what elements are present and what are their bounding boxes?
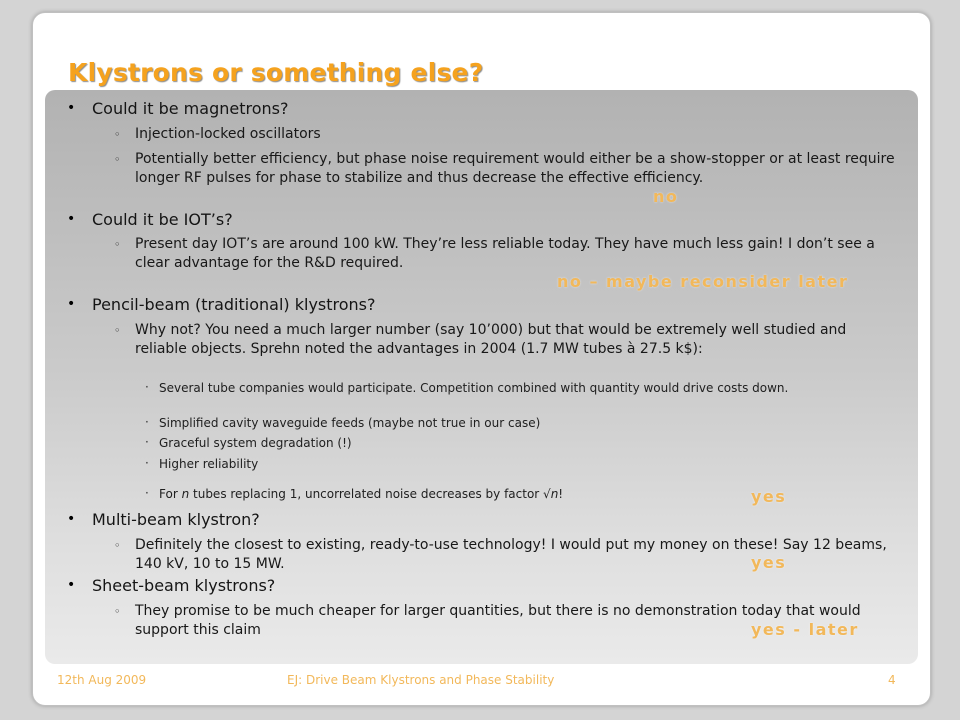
sub-sub-bullet <box>145 415 899 431</box>
slide <box>32 12 931 706</box>
sub-bullet <box>114 150 895 188</box>
sub-bullet-marker: ◦ <box>114 128 121 141</box>
sub-bullet-text: Why not? You need a much larger number (say 10’000) but that would be extremely well studied and reliable objects. Sprehn noted the advantages in 2004 (1.7 MW tubes à 27.5 k$): <box>135 322 847 357</box>
bullet-pencil-beam <box>67 295 376 315</box>
answer-label: no <box>653 187 679 206</box>
sub-sub-bullet-marker: · <box>145 380 149 394</box>
sub-sub-bullet-marker: · <box>145 435 149 449</box>
bullet-iots <box>67 210 233 230</box>
bullet-text: Sheet-beam klystrons? <box>92 576 276 595</box>
bullet-text: Could it be IOT’s? <box>92 210 233 229</box>
slide-title: Klystrons or something else? <box>68 58 484 87</box>
sub-sub-bullet-marker: · <box>145 456 149 470</box>
footer-date: 12th Aug 2009 <box>57 673 147 687</box>
answer-label: yes - later <box>751 620 859 639</box>
bullet-text: Could it be magnetrons? <box>92 99 289 118</box>
answer-label: yes <box>751 553 787 572</box>
sub-bullet-text: Definitely the closest to existing, ready-to-use technology! I would put my money on these! Say 12 beams, 140 kV, 10 to 15 MW. <box>135 537 887 572</box>
sub-sub-bullet-text: Several tube companies would participate. Competition combined with quantity would drive costs down. <box>159 381 789 395</box>
sub-bullet-text: Potentially better efficiency, but phase noise requirement would either be a show-stopper or at least require longer RF pulses for phase to stabilize and thus decrease the effective efficiency. <box>135 151 895 186</box>
sub-sub-bullet-text: For n tubes replacing 1, uncorrelated noise decreases by factor √n! <box>159 487 564 501</box>
answer-label: no – maybe reconsider later <box>557 272 849 291</box>
footer-title: EJ: Drive Beam Klystrons and Phase Stability <box>287 673 555 687</box>
sub-sub-bullet-marker: · <box>145 415 149 429</box>
bullet-marker: • <box>67 577 76 593</box>
sub-sub-bullet-text: Graceful system degradation (!) <box>159 436 352 450</box>
sub-bullet-marker: ◦ <box>114 324 121 337</box>
bullet-marker: • <box>67 511 76 527</box>
sub-sub-bullet <box>145 380 899 396</box>
sub-sub-bullet-text: Higher reliability <box>159 457 259 471</box>
answer-label: yes <box>751 487 787 506</box>
bullet-sheet-beam <box>67 576 276 596</box>
bullet-marker: • <box>67 100 76 116</box>
sub-sub-bullet-text: Simplified cavity waveguide feeds (maybe not true in our case) <box>159 416 541 430</box>
sub-sub-bullet-marker: · <box>145 486 149 500</box>
page-number: 4 <box>888 673 896 687</box>
sub-bullet-marker: ◦ <box>114 238 121 251</box>
sub-sub-bullet <box>145 435 899 451</box>
bullet-text: Pencil-beam (traditional) klystrons? <box>92 295 376 314</box>
sub-bullet-text: Present day IOT’s are around 100 kW. They’re less reliable today. They have much less gain! I don’t see a clear advantage for the R&D required. <box>135 236 875 271</box>
bullet-text: Multi-beam klystron? <box>92 510 260 529</box>
sub-bullet <box>114 321 895 359</box>
slide-footer <box>33 673 930 693</box>
bullet-marker: • <box>67 296 76 312</box>
sub-bullet <box>114 125 895 144</box>
sub-bullet-text: Injection-locked oscillators <box>135 126 321 142</box>
sub-bullet <box>114 235 895 273</box>
sub-bullet-marker: ◦ <box>114 153 121 166</box>
content-panel <box>45 90 918 664</box>
bullet-multi-beam <box>67 510 260 530</box>
sub-bullet-marker: ◦ <box>114 539 121 552</box>
bullet-marker: • <box>67 211 76 227</box>
sub-bullet-text: They promise to be much cheaper for larger quantities, but there is no demonstration today that would support this claim <box>135 603 861 638</box>
sub-sub-bullet <box>145 486 899 502</box>
bullet-magnetrons <box>67 99 289 119</box>
sub-sub-bullet <box>145 456 899 472</box>
sub-bullet-marker: ◦ <box>114 605 121 618</box>
